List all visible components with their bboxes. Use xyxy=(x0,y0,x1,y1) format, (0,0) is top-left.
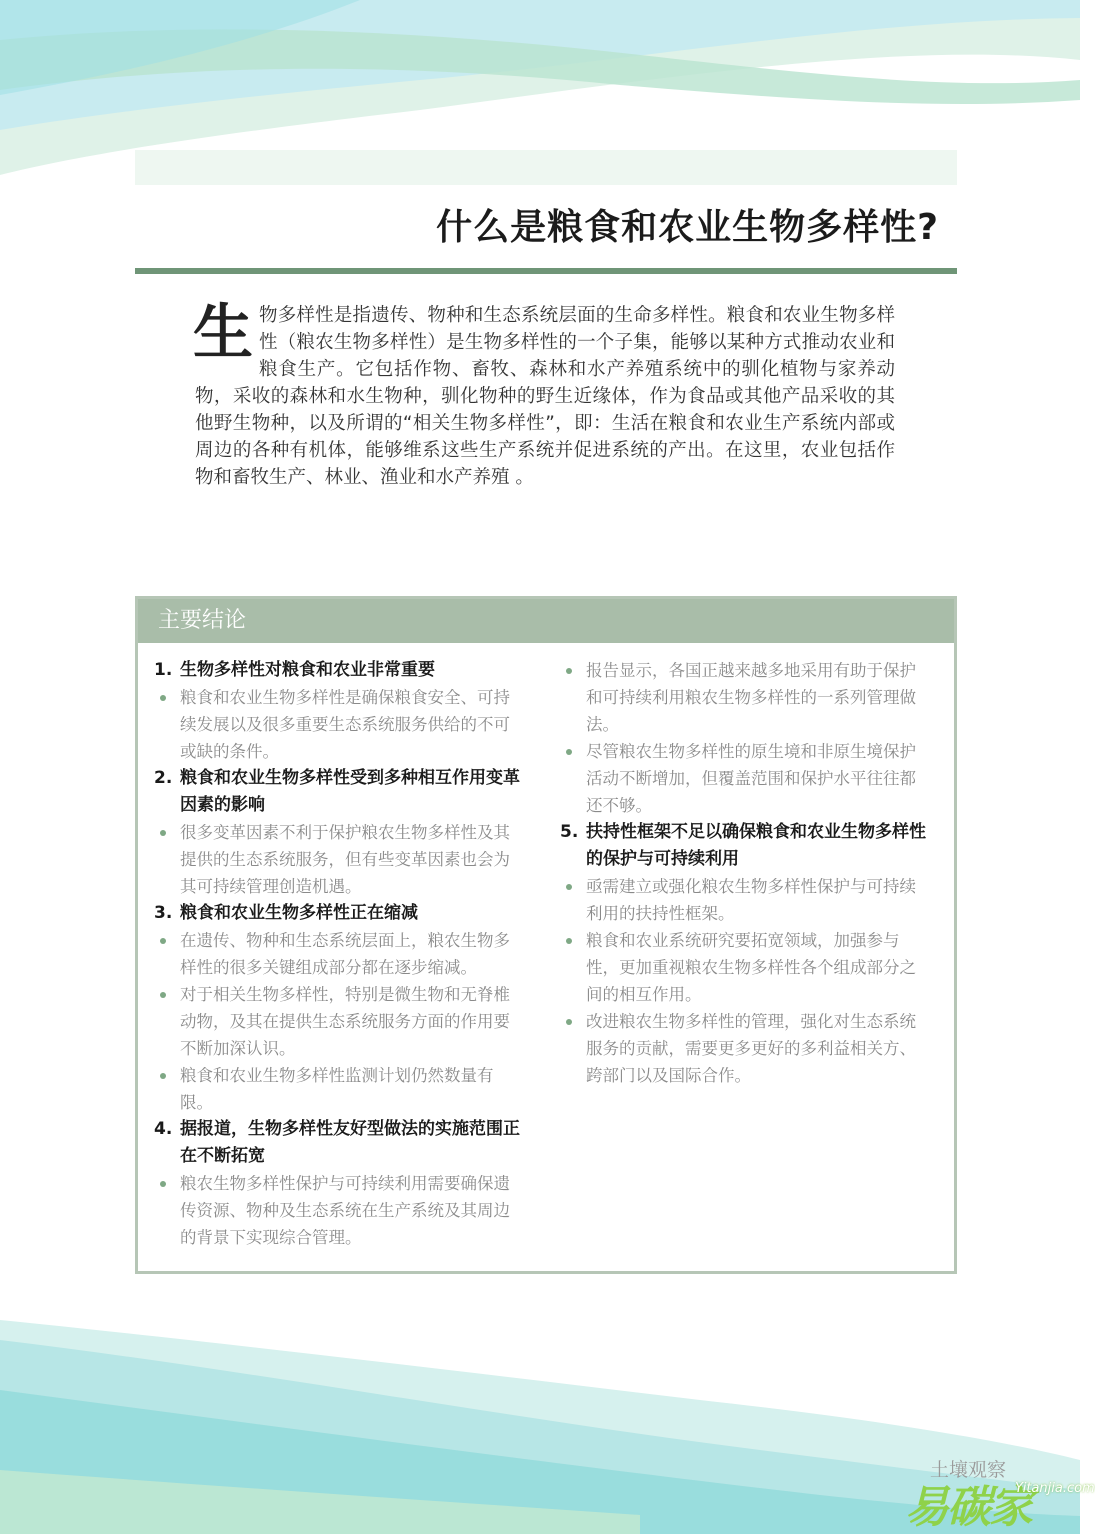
intro-dropcap: 生 xyxy=(193,298,253,368)
watermark-logo xyxy=(905,1455,1095,1533)
finding-bullet: 粮食和农业系统研究要拓宽领域，加强参与性，更加重视粮农生物多样性各个组成部分之间的相互作用。 xyxy=(560,927,932,1008)
title-section xyxy=(135,198,957,258)
findings-left-column xyxy=(154,657,526,1251)
finding-heading-5: 5. 扶持性框架不足以确保粮食和农业生物多样性的保护与可持续利用 xyxy=(560,822,926,869)
finding-bullet: 在遗传、物种和生态系统层面上，粮农生物多样性的很多关键组成部分都在逐步缩减。 xyxy=(154,927,526,981)
intro-text: 物多样性是指遗传、物种和生态系统层面的生命多样性。粮食和农业生物多样性（粮农生物多样性）是生物多样性的一个子集，能够以某种方式推动农业和粮食生产。它包括作物、畜牧、森林和水产养殖系统中的驯化植物与家养动物，采收的森林和水生物种，驯化物种的野生近缘体，作为食品或其他产品采收的其他野生物种，以及所谓的“相关生物多样性”，即：生活在粮食和农业生产系统内部或周边的各种有机体，能够维系这些生产系统并促进系统的产出。在这里，农业包括作物和畜牧生产、林业、渔业和水产养殖 。 xyxy=(195,305,895,488)
page-title: 什么是粮食和农业生物多样性? xyxy=(436,207,939,248)
intro-paragraph xyxy=(193,298,895,491)
finding-bullet: 粮食和农业生物多样性是确保粮食安全、可持续发展以及很多重要生态系统服务供给的不可或缺的条件。 xyxy=(154,684,526,765)
finding-heading-1: 1. 生物多样性对粮食和农业非常重要 xyxy=(154,660,435,680)
watermark-source: 土壤观察 xyxy=(930,1459,1007,1481)
finding-bullet: 对于相关生物多样性，特别是微生物和无脊椎动物，及其在提供生态系统服务方面的作用要不断加深认识。 xyxy=(154,981,526,1062)
finding-bullet: 尽管粮农生物多样性的原生境和非原生境保护活动不断增加，但覆盖范围和保护水平往往都还不够。 xyxy=(560,738,932,819)
key-findings-header: 主要结论 xyxy=(138,599,954,643)
finding-bullet: 粮食和农业生物多样性监测计划仍然数量有限。 xyxy=(154,1062,526,1116)
finding-bullet: 报告显示，各国正越来越多地采用有助于保护和可持续利用粮农生物多样性的一系列管理做法。 xyxy=(560,657,932,738)
finding-heading-4: 4. 据报道，生物多样性友好型做法的实施范围正在不断拓宽 xyxy=(154,1119,520,1166)
key-findings-box xyxy=(135,596,957,1274)
top-wave-decoration xyxy=(0,0,1080,200)
finding-heading-2: 2. 粮食和农业生物多样性受到多种相互作用变革因素的影响 xyxy=(154,768,520,815)
watermark-brand: 易碳家 xyxy=(905,1482,1031,1533)
watermark-domain: Yitanjia.com xyxy=(1015,1481,1095,1496)
finding-heading-3: 3. 粮食和农业生物多样性正在缩减 xyxy=(154,903,418,923)
finding-bullet: 亟需建立或强化粮农生物多样性保护与可持续利用的扶持性框架。 xyxy=(560,873,932,927)
finding-bullet: 很多变革因素不利于保护粮农生物多样性及其提供的生态系统服务，但有些变革因素也会为其可持续管理创造机遇。 xyxy=(154,819,526,900)
findings-right-column xyxy=(560,657,932,1089)
finding-bullet: 改进粮农生物多样性的管理，强化对生态系统服务的贡献，需要更多更好的多利益相关方、跨部门以及国际合作。 xyxy=(560,1008,932,1089)
title-underline xyxy=(135,268,957,274)
finding-bullet: 粮农生物多样性保护与可持续利用需要确保遗传资源、物种及生态系统在生产系统及其周边的背景下实现综合管理。 xyxy=(154,1170,526,1251)
